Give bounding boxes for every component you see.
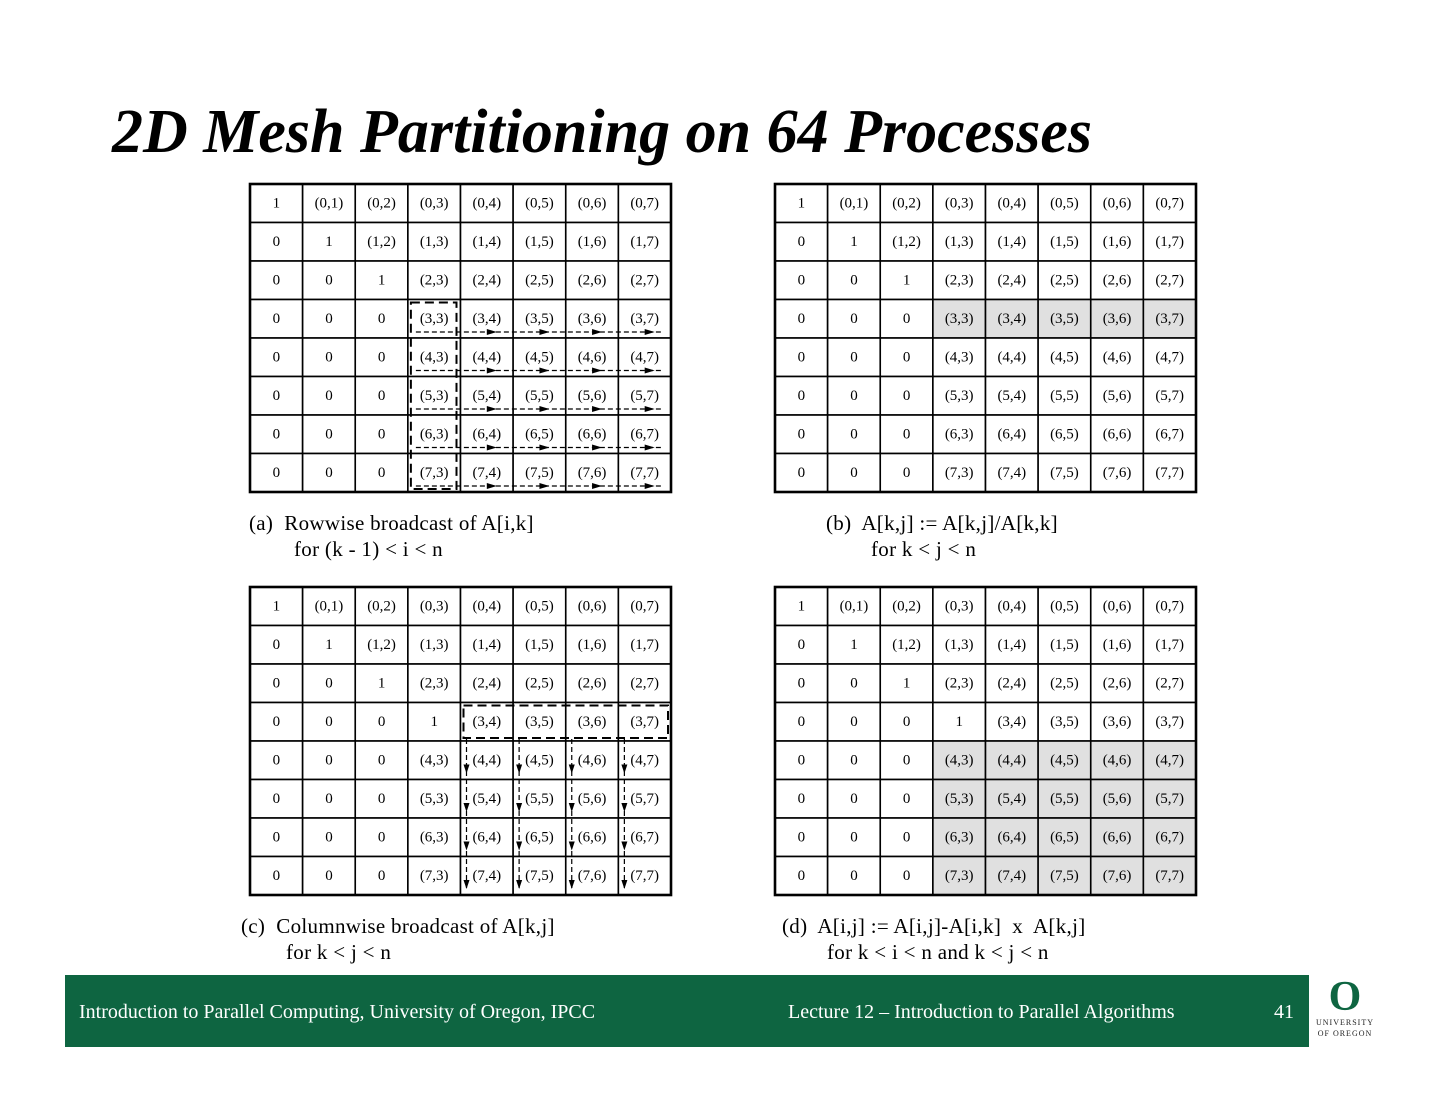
cell-label-d-7-4: (7,4) xyxy=(997,868,1027,885)
cell-label-d-4-1: 0 xyxy=(850,752,858,769)
cell-label-b-2-3: (2,3) xyxy=(944,272,974,289)
cell-label-c-5-1: 0 xyxy=(325,791,333,808)
cell-label-b-0-4: (0,4) xyxy=(997,195,1027,212)
cell-label-c-1-0: 0 xyxy=(272,637,281,654)
cell-label-d-6-6: (6,6) xyxy=(1102,829,1132,846)
cell-label-a-1-3: (1,3) xyxy=(419,234,449,251)
cell-label-d-6-4: (6,4) xyxy=(997,829,1027,846)
cell-label-c-1-5: (1,5) xyxy=(525,637,554,654)
cell-label-d-2-7: (2,7) xyxy=(1155,675,1185,692)
cell-label-c-7-3: (7,3) xyxy=(419,868,449,885)
cell-label-b-3-4: (3,4) xyxy=(997,311,1027,328)
cell-label-a-3-6: (3,6) xyxy=(577,311,607,328)
logo-line1: UNIVERSITY xyxy=(1316,1018,1374,1027)
cell-label-b-3-3: (3,3) xyxy=(944,311,974,328)
cell-label-b-4-4: (4,4) xyxy=(997,349,1027,366)
cell-label-a-3-0: 0 xyxy=(272,311,281,328)
cell-label-d-3-7: (3,7) xyxy=(1155,714,1185,731)
cell-label-c-3-4: (3,4) xyxy=(472,714,502,731)
cell-label-c-2-0: 0 xyxy=(272,675,281,692)
cell-label-a-5-1: 0 xyxy=(325,388,333,405)
cell-label-d-3-4: (3,4) xyxy=(997,714,1027,731)
cell-label-c-1-6: (1,6) xyxy=(577,637,607,654)
cell-label-b-1-1: 1 xyxy=(850,234,858,251)
cell-label-b-2-2: 1 xyxy=(902,272,911,289)
cell-label-b-1-5: (1,5) xyxy=(1050,234,1079,251)
cell-label-b-2-0: 0 xyxy=(797,272,806,289)
cell-label-b-4-0: 0 xyxy=(797,349,806,366)
cell-label-d-4-2: 0 xyxy=(902,752,911,769)
cell-label-b-2-1: 0 xyxy=(850,272,858,289)
cell-label-a-1-4: (1,4) xyxy=(472,234,502,251)
cell-label-b-7-6: (7,6) xyxy=(1102,465,1132,482)
cell-label-d-0-3: (0,3) xyxy=(944,598,974,615)
cell-label-c-0-3: (0,3) xyxy=(419,598,449,615)
cell-label-b-5-2: 0 xyxy=(902,388,911,405)
cell-label-b-0-5: (0,5) xyxy=(1050,195,1079,212)
cell-label-b-5-7: (5,7) xyxy=(1155,388,1185,405)
cell-label-a-4-5: (4,5) xyxy=(525,349,554,366)
cell-label-d-1-0: 0 xyxy=(797,637,806,654)
cell-label-d-1-5: (1,5) xyxy=(1050,637,1079,654)
cell-label-d-2-4: (2,4) xyxy=(997,675,1027,692)
cell-label-c-2-2: 1 xyxy=(377,675,386,692)
cell-label-b-6-1: 0 xyxy=(850,426,858,443)
cell-label-a-3-7: (3,7) xyxy=(630,311,660,328)
cell-label-c-7-0: 0 xyxy=(272,868,281,885)
cell-label-c-3-6: (3,6) xyxy=(577,714,607,731)
cell-label-c-6-0: 0 xyxy=(272,829,281,846)
cell-label-c-7-1: 0 xyxy=(325,868,333,885)
cell-label-b-0-2: (0,2) xyxy=(892,195,921,212)
cell-label-b-7-5: (7,5) xyxy=(1050,465,1079,482)
cell-label-c-4-3: (4,3) xyxy=(419,752,449,769)
cell-label-d-2-5: (2,5) xyxy=(1050,675,1079,692)
panel-d-elimination xyxy=(774,586,1196,896)
cell-label-c-4-5: (4,5) xyxy=(525,752,554,769)
cell-label-c-0-4: (0,4) xyxy=(472,598,502,615)
cell-label-c-6-4: (6,4) xyxy=(472,829,502,846)
cell-label-a-2-5: (2,5) xyxy=(525,272,554,289)
cell-label-c-5-6: (5,6) xyxy=(577,791,607,808)
cell-label-a-6-5: (6,5) xyxy=(525,426,554,443)
cell-label-c-3-1: 0 xyxy=(325,714,333,731)
cell-label-a-0-0: 1 xyxy=(272,195,281,212)
cell-label-d-1-6: (1,6) xyxy=(1102,637,1132,654)
cell-label-a-3-4: (3,4) xyxy=(472,311,502,328)
cell-label-a-1-0: 0 xyxy=(272,234,281,251)
cell-label-c-6-2: 0 xyxy=(377,829,386,846)
cell-label-d-0-2: (0,2) xyxy=(892,598,921,615)
cell-label-c-0-7: (0,7) xyxy=(630,598,660,615)
cell-label-d-4-4: (4,4) xyxy=(997,752,1027,769)
cell-label-a-1-7: (1,7) xyxy=(630,234,660,251)
cell-label-c-0-1: (0,1) xyxy=(314,598,344,615)
cell-label-a-4-3: (4,3) xyxy=(419,349,449,366)
cell-label-d-6-1: 0 xyxy=(850,829,858,846)
cell-label-c-3-5: (3,5) xyxy=(525,714,554,731)
panel-a-grid xyxy=(249,183,671,493)
cell-label-a-0-4: (0,4) xyxy=(472,195,502,212)
cell-label-c-7-4: (7,4) xyxy=(472,868,502,885)
cell-label-a-2-3: (2,3) xyxy=(419,272,449,289)
panel-a-rowwise-broadcast xyxy=(249,183,671,493)
cell-label-d-3-0: 0 xyxy=(797,714,806,731)
cell-label-c-4-7: (4,7) xyxy=(630,752,660,769)
cell-label-b-6-4: (6,4) xyxy=(997,426,1027,443)
cell-label-c-2-1: 0 xyxy=(325,675,333,692)
panel-a-caption-line1: (a) Rowwise broadcast of A[i,k] xyxy=(249,511,534,535)
panel-d-grid xyxy=(774,586,1196,896)
panel-b-grid xyxy=(774,183,1196,493)
cell-label-c-3-7: (3,7) xyxy=(630,714,660,731)
cell-label-c-1-1: 1 xyxy=(325,637,333,654)
cell-label-a-5-6: (5,6) xyxy=(577,388,607,405)
cell-label-b-1-6: (1,6) xyxy=(1102,234,1132,251)
cell-label-a-1-2: (1,2) xyxy=(367,234,396,251)
cell-label-b-3-7: (3,7) xyxy=(1155,311,1185,328)
cell-label-d-7-0: 0 xyxy=(797,868,806,885)
cell-label-c-6-3: (6,3) xyxy=(419,829,449,846)
cell-label-b-4-3: (4,3) xyxy=(944,349,974,366)
cell-label-a-6-4: (6,4) xyxy=(472,426,502,443)
cell-label-a-3-2: 0 xyxy=(377,311,386,328)
cell-label-a-0-7: (0,7) xyxy=(630,195,660,212)
cell-label-a-6-7: (6,7) xyxy=(630,426,660,443)
cell-label-c-1-2: (1,2) xyxy=(367,637,396,654)
cell-label-a-0-2: (0,2) xyxy=(367,195,396,212)
cell-label-c-2-6: (2,6) xyxy=(577,675,607,692)
cell-label-a-0-1: (0,1) xyxy=(314,195,344,212)
cell-label-b-6-7: (6,7) xyxy=(1155,426,1185,443)
cell-label-b-3-6: (3,6) xyxy=(1102,311,1132,328)
cell-label-b-5-3: (5,3) xyxy=(944,388,974,405)
cell-label-a-2-1: 0 xyxy=(325,272,333,289)
cell-label-a-4-0: 0 xyxy=(272,349,281,366)
cell-label-d-5-2: 0 xyxy=(902,791,911,808)
cell-label-a-2-0: 0 xyxy=(272,272,281,289)
cell-label-a-6-2: 0 xyxy=(377,426,386,443)
cell-label-b-4-7: (4,7) xyxy=(1155,349,1185,366)
cell-label-c-3-2: 0 xyxy=(377,714,386,731)
panel-b-caption xyxy=(826,510,1058,562)
panel-c-caption-line2: for k < j < n xyxy=(286,940,392,964)
cell-label-c-7-6: (7,6) xyxy=(577,868,607,885)
panel-a-caption-line2: for (k - 1) < i < n xyxy=(294,537,443,561)
cell-label-d-7-6: (7,6) xyxy=(1102,868,1132,885)
cell-label-a-1-5: (1,5) xyxy=(525,234,554,251)
cell-label-d-4-6: (4,6) xyxy=(1102,752,1132,769)
cell-label-d-2-6: (2,6) xyxy=(1102,675,1132,692)
cell-label-d-5-5: (5,5) xyxy=(1050,791,1079,808)
cell-label-a-7-7: (7,7) xyxy=(630,465,660,482)
cell-label-a-7-6: (7,6) xyxy=(577,465,607,482)
panel-c-columnwise-broadcast xyxy=(249,586,671,896)
cell-label-b-2-7: (2,7) xyxy=(1155,272,1185,289)
cell-label-c-7-7: (7,7) xyxy=(630,868,660,885)
cell-label-c-5-4: (5,4) xyxy=(472,791,502,808)
cell-label-a-6-6: (6,6) xyxy=(577,426,607,443)
cell-label-d-7-1: 0 xyxy=(850,868,858,885)
panel-c-caption-line1: (c) Columnwise broadcast of A[k,j] xyxy=(241,914,555,938)
cell-label-a-7-3: (7,3) xyxy=(419,465,449,482)
cell-label-d-2-3: (2,3) xyxy=(944,675,974,692)
cell-label-a-3-3: (3,3) xyxy=(419,311,449,328)
cell-label-c-7-5: (7,5) xyxy=(525,868,554,885)
cell-label-b-4-1: 0 xyxy=(850,349,858,366)
cell-label-b-2-4: (2,4) xyxy=(997,272,1027,289)
cell-label-a-2-6: (2,6) xyxy=(577,272,607,289)
cell-label-a-4-2: 0 xyxy=(377,349,386,366)
cell-label-d-4-0: 0 xyxy=(797,752,806,769)
panel-b-row-division xyxy=(774,183,1196,493)
cell-label-a-4-6: (4,6) xyxy=(577,349,607,366)
cell-label-d-5-0: 0 xyxy=(797,791,806,808)
cell-label-b-5-0: 0 xyxy=(797,388,806,405)
cell-label-a-4-7: (4,7) xyxy=(630,349,660,366)
cell-label-b-6-2: 0 xyxy=(902,426,911,443)
cell-label-b-1-7: (1,7) xyxy=(1155,234,1185,251)
cell-label-c-6-6: (6,6) xyxy=(577,829,607,846)
cell-label-a-5-3: (5,3) xyxy=(419,388,449,405)
cell-label-c-0-6: (0,6) xyxy=(577,598,607,615)
cell-label-a-2-2: 1 xyxy=(377,272,386,289)
panel-c-caption xyxy=(241,913,555,965)
cell-label-d-5-7: (5,7) xyxy=(1155,791,1185,808)
cell-label-b-1-0: 0 xyxy=(797,234,806,251)
cell-label-c-5-2: 0 xyxy=(377,791,386,808)
cell-label-b-7-0: 0 xyxy=(797,465,806,482)
logo-o-icon: O xyxy=(1328,974,1362,1020)
cell-label-a-7-1: 0 xyxy=(325,465,333,482)
cell-label-a-1-1: 1 xyxy=(325,234,333,251)
cell-label-b-7-7: (7,7) xyxy=(1155,465,1185,482)
cell-label-d-3-5: (3,5) xyxy=(1050,714,1079,731)
cell-label-a-5-5: (5,5) xyxy=(525,388,554,405)
cell-label-c-6-7: (6,7) xyxy=(630,829,660,846)
cell-label-b-0-0: 1 xyxy=(797,195,806,212)
cell-label-a-1-6: (1,6) xyxy=(577,234,607,251)
cell-label-b-2-5: (2,5) xyxy=(1050,272,1079,289)
cell-label-d-0-0: 1 xyxy=(797,598,806,615)
cell-label-b-1-3: (1,3) xyxy=(944,234,974,251)
cell-label-d-0-5: (0,5) xyxy=(1050,598,1079,615)
cell-label-d-5-1: 0 xyxy=(850,791,858,808)
cell-label-d-0-7: (0,7) xyxy=(1155,598,1185,615)
cell-label-d-4-3: (4,3) xyxy=(944,752,974,769)
cell-label-a-4-4: (4,4) xyxy=(472,349,502,366)
cell-label-d-2-0: 0 xyxy=(797,675,806,692)
cell-label-d-7-2: 0 xyxy=(902,868,911,885)
cell-label-a-0-6: (0,6) xyxy=(577,195,607,212)
cell-label-c-6-1: 0 xyxy=(325,829,333,846)
cell-label-b-6-0: 0 xyxy=(797,426,806,443)
cell-label-b-4-6: (4,6) xyxy=(1102,349,1132,366)
cell-label-a-7-4: (7,4) xyxy=(472,465,502,482)
cell-label-a-4-1: 0 xyxy=(325,349,333,366)
cell-label-d-1-4: (1,4) xyxy=(997,637,1027,654)
cell-label-b-3-5: (3,5) xyxy=(1050,311,1079,328)
cell-label-d-6-3: (6,3) xyxy=(944,829,974,846)
cell-label-b-7-3: (7,3) xyxy=(944,465,974,482)
cell-label-b-0-3: (0,3) xyxy=(944,195,974,212)
cell-label-a-7-2: 0 xyxy=(377,465,386,482)
cell-label-c-4-1: 0 xyxy=(325,752,333,769)
cell-label-d-0-4: (0,4) xyxy=(997,598,1027,615)
panel-b-caption-line2: for k < j < n xyxy=(871,537,977,561)
cell-label-a-6-1: 0 xyxy=(325,426,333,443)
cell-label-c-1-7: (1,7) xyxy=(630,637,660,654)
cell-label-b-6-6: (6,6) xyxy=(1102,426,1132,443)
cell-label-d-3-1: 0 xyxy=(850,714,858,731)
cell-label-d-1-2: (1,2) xyxy=(892,637,921,654)
cell-label-d-5-3: (5,3) xyxy=(944,791,974,808)
cell-label-d-1-1: 1 xyxy=(850,637,858,654)
cell-label-c-4-0: 0 xyxy=(272,752,281,769)
cell-label-c-2-5: (2,5) xyxy=(525,675,554,692)
cell-label-a-6-0: 0 xyxy=(272,426,281,443)
cell-label-d-6-7: (6,7) xyxy=(1155,829,1185,846)
cell-label-d-1-3: (1,3) xyxy=(944,637,974,654)
cell-label-d-4-7: (4,7) xyxy=(1155,752,1185,769)
cell-label-b-7-2: 0 xyxy=(902,465,911,482)
cell-label-c-4-2: 0 xyxy=(377,752,386,769)
cell-label-c-5-0: 0 xyxy=(272,791,281,808)
cell-label-d-7-5: (7,5) xyxy=(1050,868,1079,885)
cell-label-c-2-3: (2,3) xyxy=(419,675,449,692)
cell-label-a-5-4: (5,4) xyxy=(472,388,502,405)
logo-line2: OF OREGON xyxy=(1317,1029,1373,1038)
cell-label-c-4-6: (4,6) xyxy=(577,752,607,769)
cell-label-c-5-3: (5,3) xyxy=(419,791,449,808)
cell-label-a-0-5: (0,5) xyxy=(525,195,554,212)
panel-b-caption-line1: (b) A[k,j] := A[k,j]/A[k,k] xyxy=(826,511,1058,535)
cell-label-c-0-5: (0,5) xyxy=(525,598,554,615)
cell-label-a-2-4: (2,4) xyxy=(472,272,502,289)
cell-label-c-2-4: (2,4) xyxy=(472,675,502,692)
cell-label-c-5-7: (5,7) xyxy=(630,791,660,808)
cell-label-a-6-3: (6,3) xyxy=(419,426,449,443)
cell-label-b-5-1: 0 xyxy=(850,388,858,405)
cell-label-b-3-0: 0 xyxy=(797,311,806,328)
footer-bar xyxy=(65,975,1309,1047)
cell-label-d-0-6: (0,6) xyxy=(1102,598,1132,615)
cell-label-c-1-4: (1,4) xyxy=(472,637,502,654)
footer-course-title: Introduction to Parallel Computing, University of Oregon, IPCC xyxy=(79,1001,596,1023)
cell-label-b-7-1: 0 xyxy=(850,465,858,482)
cell-label-d-0-1: (0,1) xyxy=(839,598,869,615)
cell-label-b-7-4: (7,4) xyxy=(997,465,1027,482)
cell-label-b-0-7: (0,7) xyxy=(1155,195,1185,212)
cell-label-d-2-2: 1 xyxy=(902,675,911,692)
cell-label-d-5-4: (5,4) xyxy=(997,791,1027,808)
cell-label-c-0-0: 1 xyxy=(272,598,281,615)
cell-label-d-4-5: (4,5) xyxy=(1050,752,1079,769)
cell-label-b-6-5: (6,5) xyxy=(1050,426,1079,443)
footer-page-number: 41 xyxy=(1274,1001,1294,1023)
cell-label-a-7-0: 0 xyxy=(272,465,281,482)
cell-label-b-4-5: (4,5) xyxy=(1050,349,1079,366)
panel-d-caption-line2: for k < i < n and k < j < n xyxy=(827,940,1049,964)
cell-label-b-1-2: (1,2) xyxy=(892,234,921,251)
cell-label-c-6-5: (6,5) xyxy=(525,829,554,846)
panel-d-caption xyxy=(782,913,1086,965)
cell-label-c-3-0: 0 xyxy=(272,714,281,731)
cell-label-c-1-3: (1,3) xyxy=(419,637,449,654)
cell-label-b-3-1: 0 xyxy=(850,311,858,328)
cell-label-a-5-0: 0 xyxy=(272,388,281,405)
cell-label-d-2-1: 0 xyxy=(850,675,858,692)
panel-a-caption xyxy=(249,510,534,562)
cell-label-a-5-2: 0 xyxy=(377,388,386,405)
cell-label-b-1-4: (1,4) xyxy=(997,234,1027,251)
cell-label-d-6-2: 0 xyxy=(902,829,911,846)
cell-label-b-0-1: (0,1) xyxy=(839,195,869,212)
cell-label-b-6-3: (6,3) xyxy=(944,426,974,443)
panel-d-caption-line1: (d) A[i,j] := A[i,j]-A[i,k] x A[k,j] xyxy=(782,914,1086,938)
cell-label-c-5-5: (5,5) xyxy=(525,791,554,808)
cell-label-a-0-3: (0,3) xyxy=(419,195,449,212)
cell-label-b-0-6: (0,6) xyxy=(1102,195,1132,212)
cell-label-d-6-0: 0 xyxy=(797,829,806,846)
cell-label-d-7-7: (7,7) xyxy=(1155,868,1185,885)
cell-label-b-5-4: (5,4) xyxy=(997,388,1027,405)
cell-label-b-2-6: (2,6) xyxy=(1102,272,1132,289)
cell-label-d-6-5: (6,5) xyxy=(1050,829,1079,846)
cell-label-a-7-5: (7,5) xyxy=(525,465,554,482)
cell-label-b-4-2: 0 xyxy=(902,349,911,366)
cell-label-a-2-7: (2,7) xyxy=(630,272,660,289)
university-of-oregon-logo xyxy=(1311,974,1379,1049)
panel-c-grid xyxy=(249,586,671,896)
cell-label-a-3-1: 0 xyxy=(325,311,333,328)
footer-lecture-title: Lecture 12 – Introduction to Parallel Algorithms xyxy=(788,1001,1175,1023)
cell-label-d-1-7: (1,7) xyxy=(1155,637,1185,654)
cell-label-b-3-2: 0 xyxy=(902,311,911,328)
cell-label-c-0-2: (0,2) xyxy=(367,598,396,615)
cell-label-c-4-4: (4,4) xyxy=(472,752,502,769)
cell-label-c-3-3: 1 xyxy=(430,714,438,731)
cell-label-c-2-7: (2,7) xyxy=(630,675,660,692)
cell-label-d-3-3: 1 xyxy=(955,714,963,731)
cell-label-a-3-5: (3,5) xyxy=(525,311,554,328)
slide-title: 2D Mesh Partitioning on 64 Processes xyxy=(112,98,1093,166)
cell-label-d-3-6: (3,6) xyxy=(1102,714,1132,731)
cell-label-b-5-5: (5,5) xyxy=(1050,388,1079,405)
cell-label-c-7-2: 0 xyxy=(377,868,386,885)
cell-label-d-5-6: (5,6) xyxy=(1102,791,1132,808)
cell-label-d-7-3: (7,3) xyxy=(944,868,974,885)
cell-label-a-5-7: (5,7) xyxy=(630,388,660,405)
cell-label-d-3-2: 0 xyxy=(902,714,911,731)
cell-label-b-5-6: (5,6) xyxy=(1102,388,1132,405)
